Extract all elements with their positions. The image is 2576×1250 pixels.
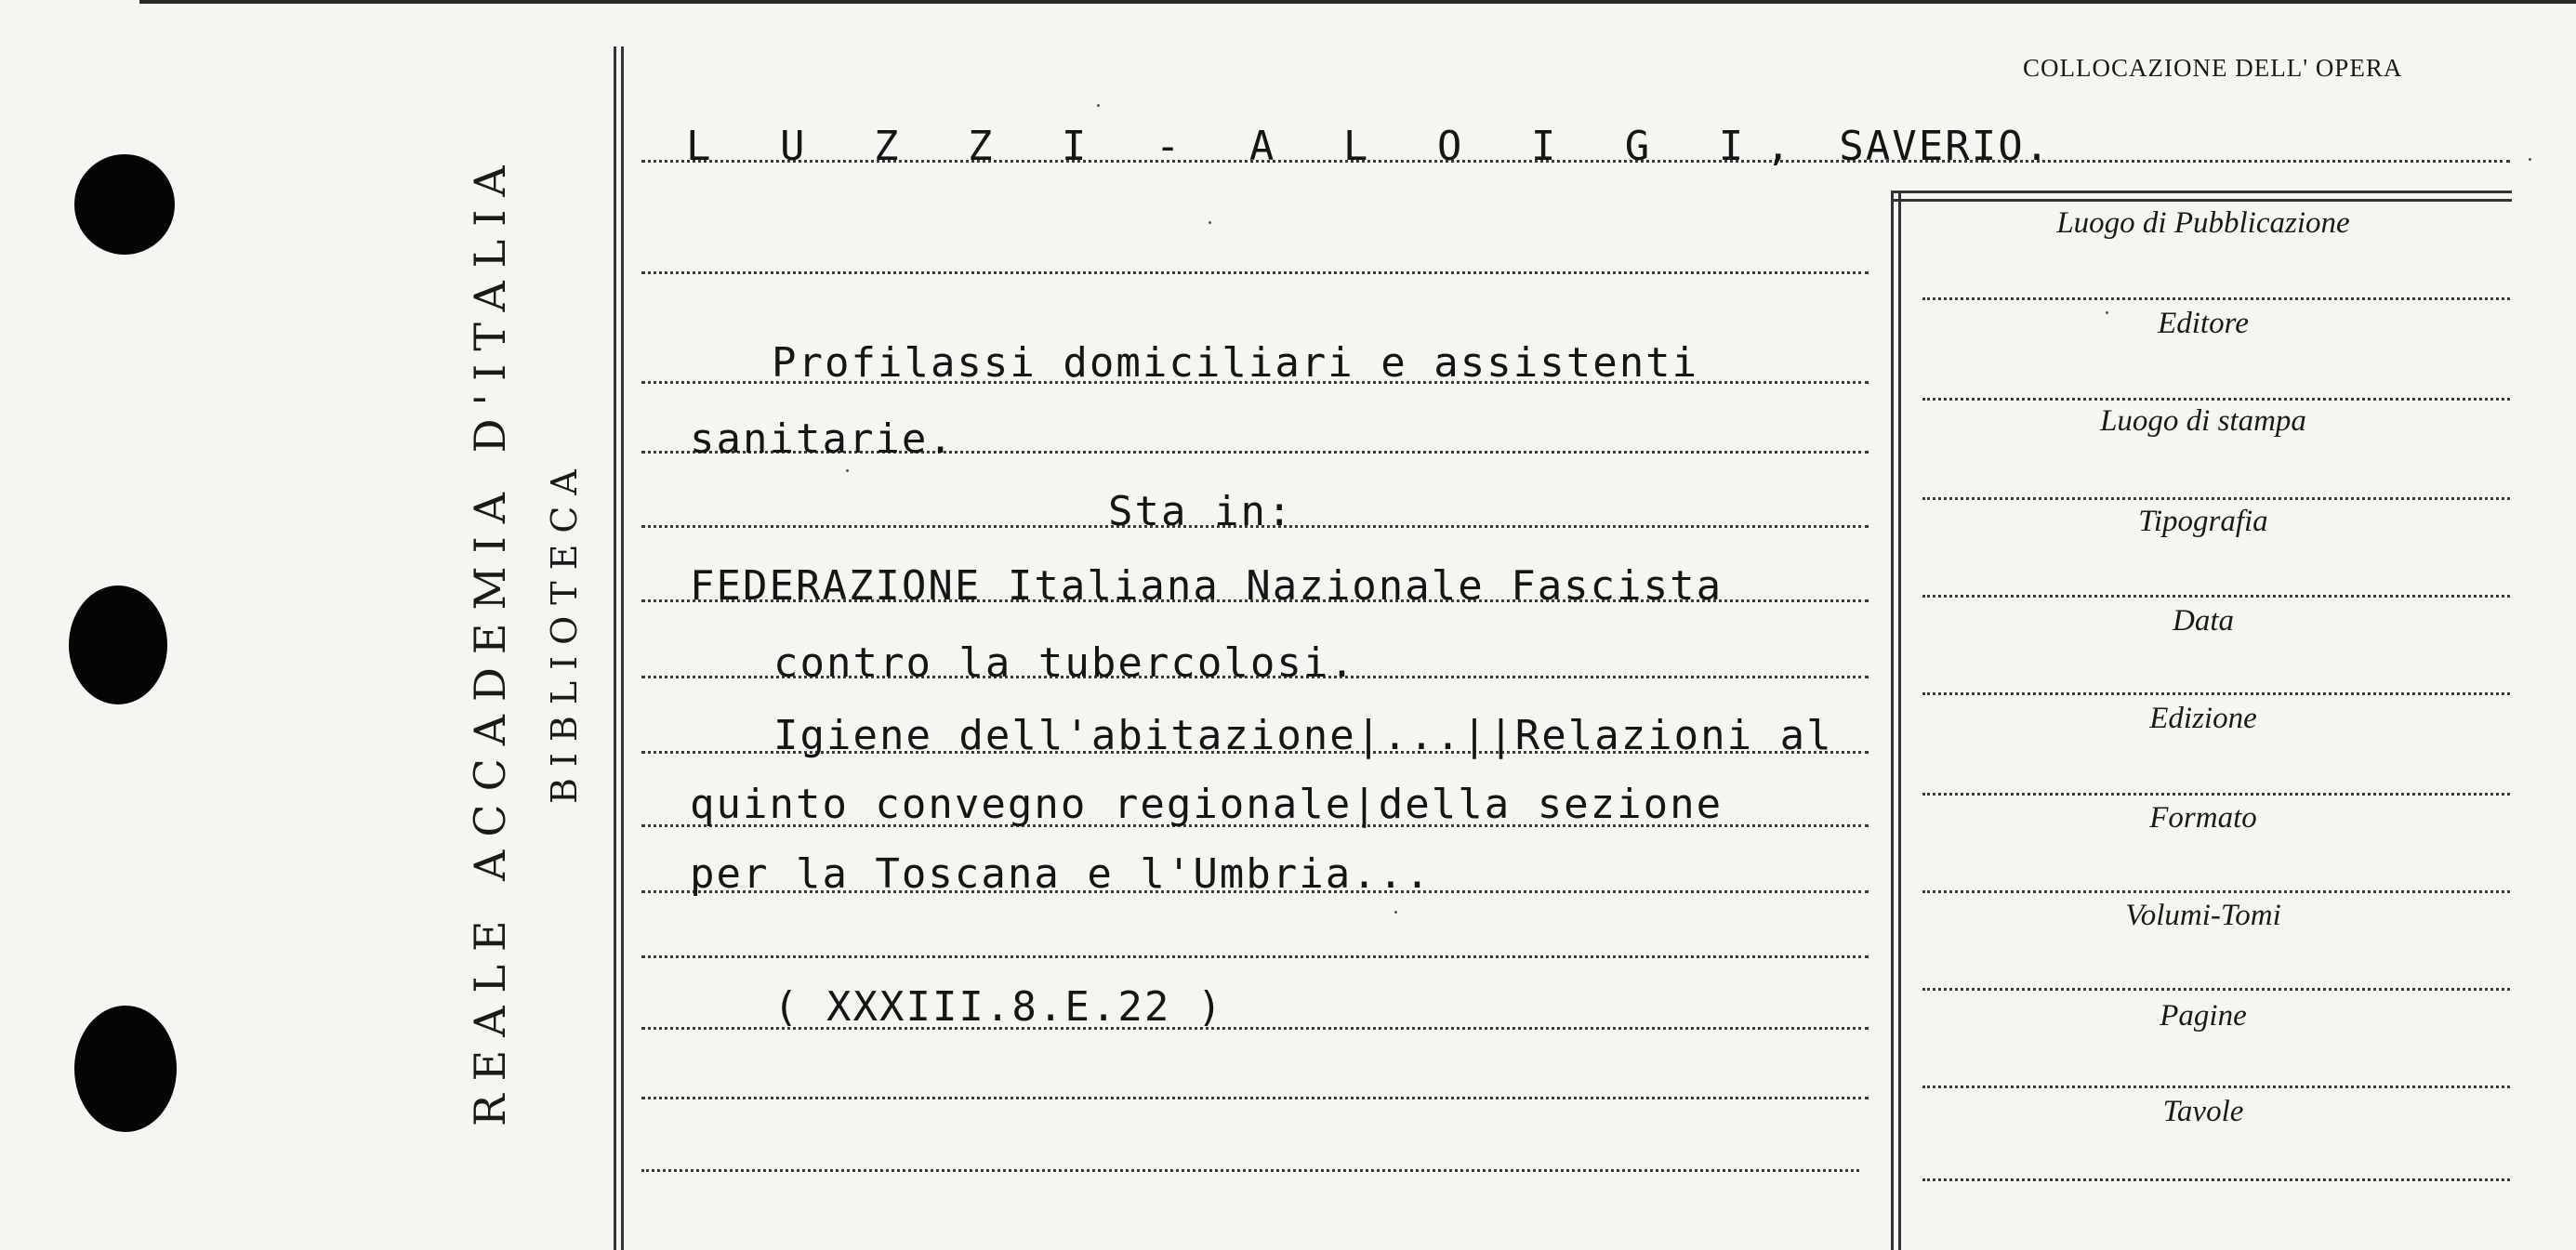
scan-speck: [1394, 911, 1397, 914]
author-surname: L U Z Z I - A L O I G I,: [686, 123, 1813, 170]
field-tavole: Tavole: [2162, 1095, 2244, 1128]
host-line-2: contro la tubercolosi.: [773, 639, 1356, 687]
ruled-line: [641, 955, 1869, 958]
field-ruled-line: [1922, 595, 2510, 598]
author-heading: [686, 123, 2051, 170]
host-line-1: FEDERAZIONE Italiana Nazionale Fascista: [690, 562, 1724, 610]
field-ruled-line: [1922, 1086, 2510, 1088]
scan-speck: [1209, 221, 1211, 224]
field-edizione: Edizione: [2149, 702, 2257, 735]
host-line-4: quinto convegno regionale|della sezione: [690, 781, 1724, 828]
fields-box-top-rule-2: [1891, 199, 2512, 202]
fields-box-rule-inner: [1898, 191, 1901, 1250]
scan-speck: [1097, 104, 1100, 107]
author-given-name: SAVERIO.: [1839, 123, 2052, 170]
shelfmark: ( XXXIII.8.E.22 ): [773, 983, 1224, 1031]
field-tipografia: Tipografia: [2138, 505, 2268, 538]
host-line-5: per la Toscana e l'Umbria...: [690, 850, 1432, 898]
field-ruled-line: [1922, 497, 2510, 500]
field-ruled-line: [1922, 398, 2510, 401]
scan-speck: [2529, 158, 2531, 161]
title-line-2: sanitarie.: [690, 415, 955, 463]
scan-speck: [2106, 311, 2108, 314]
margin-rule-outer: [614, 46, 616, 1250]
scan-speck: [846, 469, 849, 472]
fields-box-rule-outer: [1891, 191, 1894, 1250]
field-ruled-line: [1922, 793, 2510, 796]
library-label: BIBLIOTECA: [544, 458, 585, 804]
field-ruled-line: [1922, 1178, 2510, 1181]
field-ruled-line: [1922, 297, 2510, 300]
punch-hole-middle: [69, 586, 167, 704]
field-ruled-line: [1922, 890, 2510, 893]
academy-label: REALE ACCADEMIA D'ITALIA: [465, 152, 515, 1126]
field-ruled-line: [1922, 988, 2510, 991]
host-line-3: Igiene dell'abitazione|...||Relazioni al: [773, 712, 1833, 759]
ruled-line: [641, 1097, 1869, 1099]
field-editore: Editore: [2158, 307, 2249, 340]
fields-box-top-rule: [1891, 191, 2512, 193]
punch-hole-bottom: [74, 1006, 177, 1132]
field-luogo-stampa: Luogo di stampa: [2100, 404, 2306, 438]
field-ruled-line: [1922, 692, 2510, 695]
field-volumi-tomi: Volumi-Tomi: [2125, 899, 2281, 932]
punch-hole-top: [74, 154, 175, 255]
sta-in-label: Sta in:: [1108, 488, 1294, 535]
field-luogo-pubblicazione: Luogo di Pubblicazione: [2056, 206, 2350, 240]
title-line-1: Profilassi domiciliari e assistenti: [772, 339, 1699, 387]
ruled-line: [641, 1169, 1859, 1172]
top-rule: [139, 0, 2576, 4]
field-formato: Formato: [2149, 801, 2257, 835]
margin-rule-inner: [621, 46, 624, 1250]
field-pagine: Pagine: [2160, 999, 2247, 1033]
ruled-line: [641, 271, 1869, 274]
collocazione-label: COLLOCAZIONE DELL' OPERA: [2023, 54, 2403, 82]
field-data: Data: [2173, 604, 2234, 638]
